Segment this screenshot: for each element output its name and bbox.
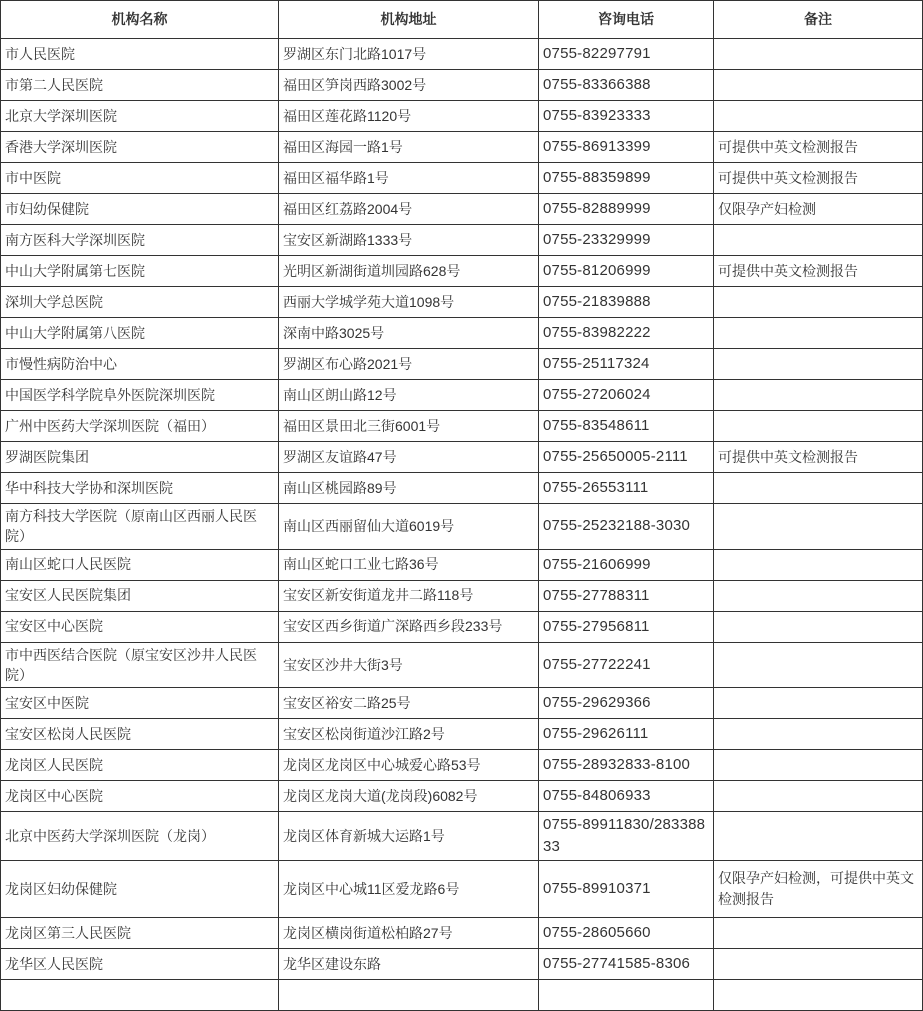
institution-name-cell: 深圳大学总医院 xyxy=(1,287,279,318)
institution-name-cell: 中国医学科学院阜外医院深圳医院 xyxy=(1,380,279,411)
phone-cell: 0755-88359899 xyxy=(539,163,714,194)
table-row xyxy=(1,688,923,719)
institution-address-cell: 福田区笋岗西路3002号 xyxy=(279,70,539,101)
institution-address-cell: 宝安区西乡街道广深路西乡段233号 xyxy=(279,611,539,642)
institution-address-cell: 南山区桃园路89号 xyxy=(279,473,539,504)
institution-name-cell: 龙岗区中心医院 xyxy=(1,781,279,812)
institution-name-cell: 中山大学附属第七医院 xyxy=(1,256,279,287)
institution-address-cell: 宝安区新安街道龙井二路118号 xyxy=(279,580,539,611)
note-cell: 可提供中英文检测报告 xyxy=(714,442,923,473)
note-cell xyxy=(714,411,923,442)
table-body-partial xyxy=(1,979,923,1010)
phone-cell: 0755-81206999 xyxy=(539,256,714,287)
table-row xyxy=(1,611,923,642)
phone-cell: 0755-29629366 xyxy=(539,688,714,719)
table-row xyxy=(1,549,923,580)
note-cell xyxy=(714,473,923,504)
table-row xyxy=(1,132,923,163)
phone-cell: 0755-28605660 xyxy=(539,917,714,948)
institution-address-cell: 罗湖区东门北路1017号 xyxy=(279,39,539,70)
note-cell xyxy=(714,979,923,1010)
note-cell: 可提供中英文检测报告 xyxy=(714,256,923,287)
column-header-address: 机构地址 xyxy=(279,1,539,39)
table-row xyxy=(1,70,923,101)
note-cell xyxy=(714,549,923,580)
institution-address-cell: 深南中路3025号 xyxy=(279,318,539,349)
phone-cell: 0755-25117324 xyxy=(539,349,714,380)
note-cell: 可提供中英文检测报告 xyxy=(714,163,923,194)
table-row xyxy=(1,39,923,70)
note-cell xyxy=(714,39,923,70)
phone-cell: 0755-83548611 xyxy=(539,411,714,442)
phone-cell: 0755-83366388 xyxy=(539,70,714,101)
institution-name-cell: 市慢性病防治中心 xyxy=(1,349,279,380)
header-row xyxy=(1,1,923,39)
institution-address-cell: 宝安区新湖路1333号 xyxy=(279,225,539,256)
institution-address-cell: 福田区福华路1号 xyxy=(279,163,539,194)
institution-address-cell: 南山区西丽留仙大道6019号 xyxy=(279,504,539,550)
table-header xyxy=(1,1,923,39)
institution-name-cell: 龙岗区第三人民医院 xyxy=(1,917,279,948)
institution-address-cell: 龙岗区体育新城大运路1号 xyxy=(279,812,539,861)
note-cell xyxy=(714,349,923,380)
phone-cell: 0755-82297791 xyxy=(539,39,714,70)
note-cell xyxy=(714,642,923,688)
phone-cell: 0755-27206024 xyxy=(539,380,714,411)
note-cell xyxy=(714,688,923,719)
column-header-phone: 咨询电话 xyxy=(539,1,714,39)
note-cell xyxy=(714,917,923,948)
table-row xyxy=(1,349,923,380)
institution-name-cell: 龙华区人民医院 xyxy=(1,948,279,979)
institution-address-cell: 罗湖区布心路2021号 xyxy=(279,349,539,380)
table-row xyxy=(1,917,923,948)
note-cell xyxy=(714,101,923,132)
institution-name-cell: 香港大学深圳医院 xyxy=(1,132,279,163)
phone-cell: 0755-89910371 xyxy=(539,860,714,917)
note-cell xyxy=(714,611,923,642)
note-cell xyxy=(714,504,923,550)
phone-cell: 0755-28932833-8100 xyxy=(539,750,714,781)
institution-name-cell: 宝安区中医院 xyxy=(1,688,279,719)
institution-address-cell: 宝安区裕安二路25号 xyxy=(279,688,539,719)
institution-name-cell: 宝安区中心医院 xyxy=(1,611,279,642)
institution-address-cell: 光明区新湖街道圳园路628号 xyxy=(279,256,539,287)
phone-cell xyxy=(539,979,714,1010)
phone-cell: 0755-86913399 xyxy=(539,132,714,163)
table-row xyxy=(1,860,923,917)
note-cell xyxy=(714,70,923,101)
table-row xyxy=(1,948,923,979)
table-row xyxy=(1,442,923,473)
phone-cell: 0755-21839888 xyxy=(539,287,714,318)
note-cell xyxy=(714,287,923,318)
table-row xyxy=(1,750,923,781)
note-cell xyxy=(714,719,923,750)
phone-cell: 0755-27956811 xyxy=(539,611,714,642)
institution-name-cell: 北京大学深圳医院 xyxy=(1,101,279,132)
phone-cell: 0755-82889999 xyxy=(539,194,714,225)
institution-name-cell: 市中医院 xyxy=(1,163,279,194)
institution-address-cell: 宝安区沙井大街3号 xyxy=(279,642,539,688)
note-cell xyxy=(714,750,923,781)
note-cell xyxy=(714,225,923,256)
phone-cell: 0755-27741585-8306 xyxy=(539,948,714,979)
institution-name-cell: 市人民医院 xyxy=(1,39,279,70)
institution-name-cell: 宝安区松岗人民医院 xyxy=(1,719,279,750)
table-row xyxy=(1,225,923,256)
institution-name-cell: 南方科技大学医院（原南山区西丽人民医院） xyxy=(1,504,279,550)
phone-cell: 0755-23329999 xyxy=(539,225,714,256)
phone-cell: 0755-84806933 xyxy=(539,781,714,812)
institution-name-cell: 广州中医药大学深圳医院（福田） xyxy=(1,411,279,442)
note-cell xyxy=(714,318,923,349)
note-cell xyxy=(714,580,923,611)
institution-address-cell: 福田区莲花路1120号 xyxy=(279,101,539,132)
institution-name-cell: 北京中医药大学深圳医院（龙岗） xyxy=(1,812,279,861)
institution-address-cell: 南山区朗山路12号 xyxy=(279,380,539,411)
note-cell xyxy=(714,380,923,411)
institution-name-cell: 市妇幼保健院 xyxy=(1,194,279,225)
table-row xyxy=(1,812,923,861)
note-cell: 仅限孕产妇检测，可提供中英文检测报告 xyxy=(714,860,923,917)
note-cell: 可提供中英文检测报告 xyxy=(714,132,923,163)
institution-address-cell: 龙岗区龙岗区中心城爱心路53号 xyxy=(279,750,539,781)
table-row xyxy=(1,719,923,750)
institution-name-cell: 市第二人民医院 xyxy=(1,70,279,101)
column-header-note: 备注 xyxy=(714,1,923,39)
note-cell xyxy=(714,781,923,812)
institution-name-cell xyxy=(1,979,279,1010)
institution-name-cell: 南山区蛇口人民医院 xyxy=(1,549,279,580)
phone-cell: 0755-21606999 xyxy=(539,549,714,580)
phone-cell: 0755-25650005-2111 xyxy=(539,442,714,473)
note-cell xyxy=(714,948,923,979)
phone-cell: 0755-29626111 xyxy=(539,719,714,750)
institution-address-cell xyxy=(279,979,539,1010)
institution-address-cell: 龙岗区横岗街道松柏路27号 xyxy=(279,917,539,948)
institution-name-cell: 市中西医结合医院（原宝安区沙井人民医院） xyxy=(1,642,279,688)
institution-address-cell: 龙华区建设东路 xyxy=(279,948,539,979)
table-row xyxy=(1,580,923,611)
phone-cell: 0755-27788311 xyxy=(539,580,714,611)
institution-address-cell: 福田区景田北三街6001号 xyxy=(279,411,539,442)
institution-address-cell: 西丽大学城学苑大道1098号 xyxy=(279,287,539,318)
institution-name-cell: 中山大学附属第八医院 xyxy=(1,318,279,349)
table-row xyxy=(1,781,923,812)
phone-cell: 0755-25232188-3030 xyxy=(539,504,714,550)
table-row xyxy=(1,642,923,688)
note-cell: 仅限孕产妇检测 xyxy=(714,194,923,225)
institution-name-cell: 宝安区人民医院集团 xyxy=(1,580,279,611)
institution-address-cell: 龙岗区龙岗大道(龙岗段)6082号 xyxy=(279,781,539,812)
institution-address-cell: 南山区蛇口工业七路36号 xyxy=(279,549,539,580)
table-row xyxy=(1,318,923,349)
phone-cell: 0755-83923333 xyxy=(539,101,714,132)
institution-address-cell: 福田区海园一路1号 xyxy=(279,132,539,163)
institution-name-cell: 罗湖医院集团 xyxy=(1,442,279,473)
phone-cell: 0755-26553111 xyxy=(539,473,714,504)
table-row xyxy=(1,380,923,411)
phone-cell: 0755-89911830/28338833 xyxy=(539,812,714,861)
table-body xyxy=(1,39,923,980)
table-row xyxy=(1,194,923,225)
institution-address-cell: 罗湖区友谊路47号 xyxy=(279,442,539,473)
column-header-name: 机构名称 xyxy=(1,1,279,39)
institution-name-cell: 南方医科大学深圳医院 xyxy=(1,225,279,256)
phone-cell: 0755-83982222 xyxy=(539,318,714,349)
table-row xyxy=(1,256,923,287)
note-cell xyxy=(714,812,923,861)
institution-address-cell: 龙岗区中心城11区爱龙路6号 xyxy=(279,860,539,917)
table-row xyxy=(1,101,923,132)
institution-name-cell: 龙岗区妇幼保健院 xyxy=(1,860,279,917)
table-row xyxy=(1,504,923,550)
table-row-partial xyxy=(1,979,923,1010)
phone-cell: 0755-27722241 xyxy=(539,642,714,688)
table-row xyxy=(1,287,923,318)
table-row xyxy=(1,163,923,194)
institution-name-cell: 华中科技大学协和深圳医院 xyxy=(1,473,279,504)
institution-address-cell: 宝安区松岗街道沙江路2号 xyxy=(279,719,539,750)
institution-name-cell: 龙岗区人民医院 xyxy=(1,750,279,781)
institution-address-cell: 福田区红荔路2004号 xyxy=(279,194,539,225)
table-row xyxy=(1,411,923,442)
table-row xyxy=(1,473,923,504)
